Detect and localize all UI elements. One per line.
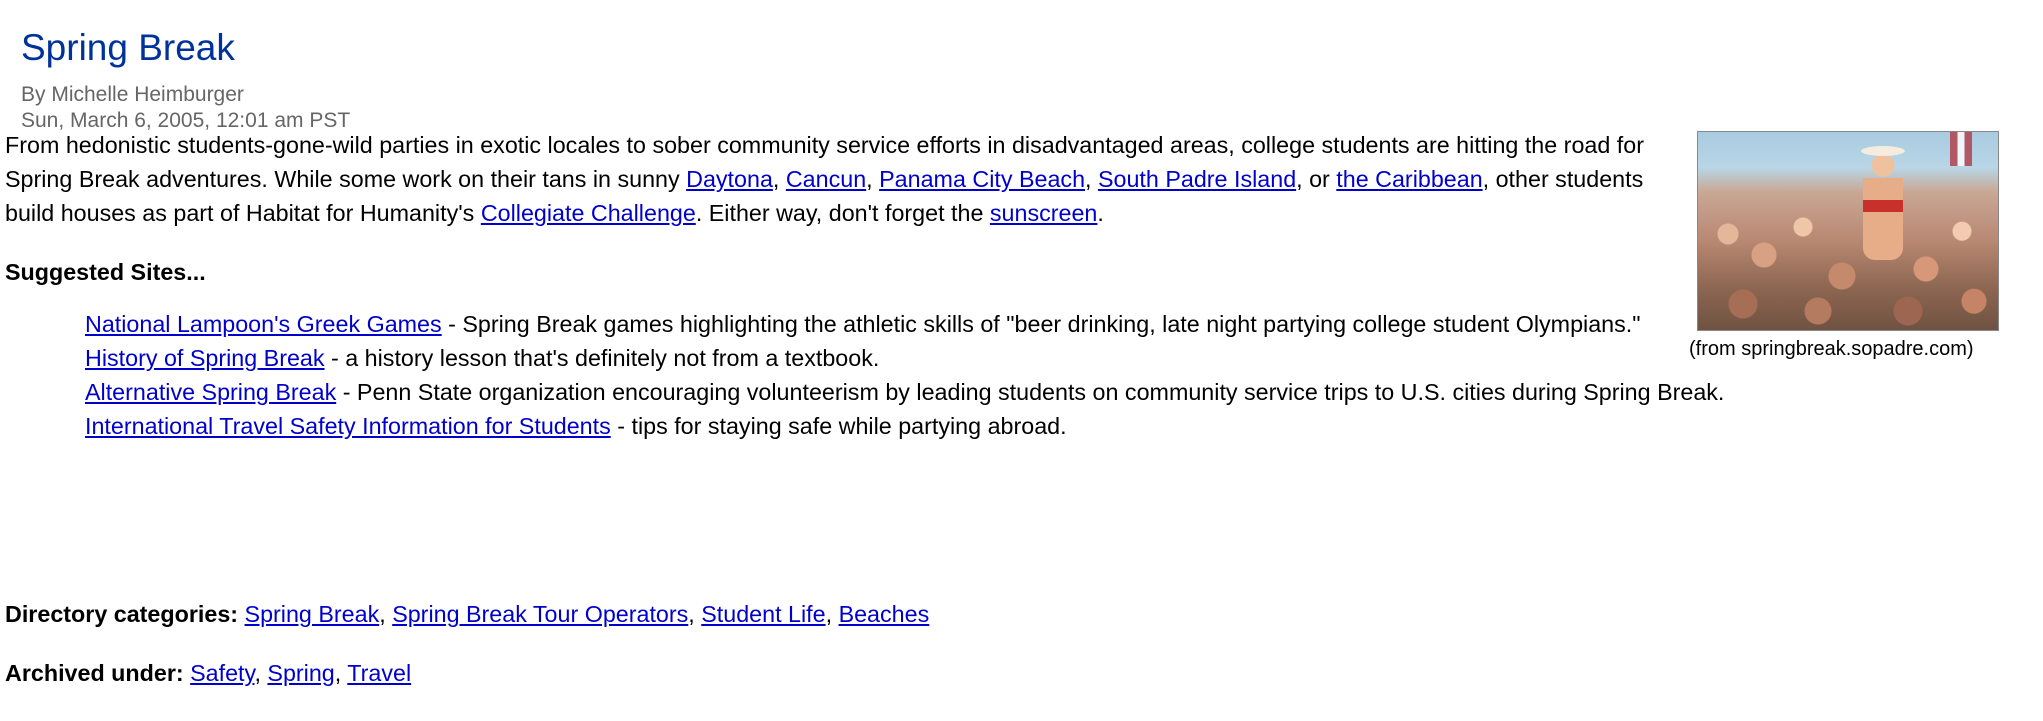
site-description: - Spring Break games highlighting the athletic skills of "beer drinking, late night partying college student Olympians.": [441, 311, 1641, 337]
article-title: Spring Break: [21, 27, 235, 68]
link-collegiate-challenge[interactable]: Collegiate Challenge: [480, 200, 696, 226]
intro-paragraph: [5, 128, 1665, 230]
flag-shape: [1950, 132, 1972, 166]
link-alternative-spring-break[interactable]: Alternative Spring Break: [85, 379, 337, 405]
link-sunscreen[interactable]: sunscreen: [989, 200, 1098, 226]
separator: ,: [254, 660, 268, 686]
category-beaches[interactable]: Beaches: [838, 601, 930, 627]
photo-figure: [1689, 131, 2007, 361]
site-description: - Penn State organization encouraging volunteerism by leading students on community service trips to U.S. cities during Spring Break.: [336, 379, 1725, 405]
intro-separator: ,: [772, 166, 786, 192]
publish-date: Sun, March 6, 2005, 12:01 am PST: [21, 109, 351, 132]
directory-label: Directory categories:: [5, 601, 239, 627]
intro-text: , other students build houses as part of Habitat for Humanity's: [5, 166, 1644, 226]
intro-separator: ,: [1085, 166, 1098, 192]
link-daytona[interactable]: Daytona: [686, 166, 773, 192]
site-description: - a history lesson that's definitely not from a textbook.: [324, 345, 880, 371]
separator: ,: [825, 601, 839, 627]
author: By Michelle Heimburger: [21, 83, 244, 106]
archived-label: Archived under:: [5, 660, 184, 686]
spring-break-photo: [1697, 131, 1999, 331]
directory-categories: [5, 598, 929, 630]
person-shape: [1863, 150, 1903, 260]
separator: ,: [334, 660, 348, 686]
separator: ,: [688, 601, 702, 627]
intro-separator: ,: [866, 166, 880, 192]
category-tour-operators[interactable]: Spring Break Tour Operators: [392, 601, 689, 627]
intro-text: . Either way, don't forget the: [695, 200, 990, 226]
archived-under: [5, 657, 411, 689]
crowd-shape: [1698, 192, 1998, 331]
list-item: [85, 409, 2000, 443]
suggested-sites-heading: Suggested Sites...: [5, 259, 206, 285]
archive-safety[interactable]: Safety: [190, 660, 255, 686]
category-spring-break[interactable]: Spring Break: [244, 601, 380, 627]
hat-shape: [1861, 146, 1905, 156]
link-south-padre-island[interactable]: South Padre Island: [1097, 166, 1297, 192]
link-history-of-spring-break[interactable]: History of Spring Break: [85, 345, 325, 371]
link-travel-safety-info[interactable]: International Travel Safety Information for Students: [85, 413, 611, 439]
link-cancun[interactable]: Cancun: [785, 166, 867, 192]
article-body: [5, 128, 2000, 443]
list-item: [85, 375, 2000, 409]
intro-text: .: [1097, 200, 1104, 226]
list-item: [85, 307, 1665, 341]
site-description: - tips for staying safe while partying abroad.: [610, 413, 1067, 439]
intro-separator: , or: [1296, 166, 1337, 192]
link-greek-games[interactable]: National Lampoon's Greek Games: [85, 311, 442, 337]
separator: ,: [379, 601, 393, 627]
archive-spring[interactable]: Spring: [267, 660, 335, 686]
page: [21, 26, 2021, 134]
link-the-caribbean[interactable]: the Caribbean: [1336, 166, 1483, 192]
link-panama-city-beach[interactable]: Panama City Beach: [879, 166, 1086, 192]
intro-text: From hedonistic students-gone-wild parties in exotic locales to sober community service efforts in disadvantaged areas, college students are hitting the road for Spring Break adventures. While some work on their tans in sunny: [5, 132, 1644, 192]
byline: [21, 82, 2021, 134]
archive-travel[interactable]: Travel: [347, 660, 412, 686]
photo-caption: (from springbreak.sopadre.com): [1689, 338, 1974, 360]
category-student-life[interactable]: Student Life: [701, 601, 826, 627]
